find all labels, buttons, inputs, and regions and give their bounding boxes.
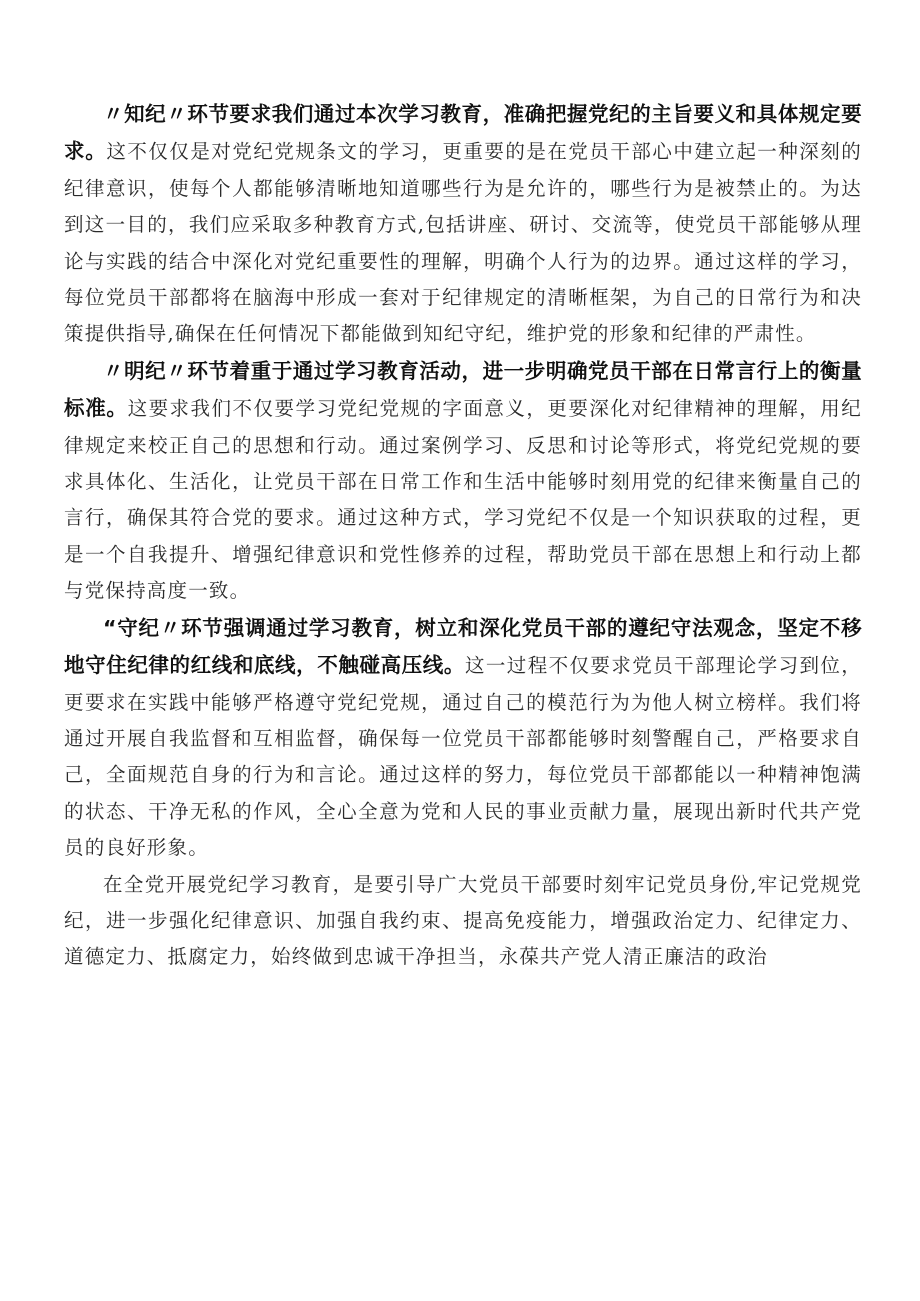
paragraph-mingji	[64, 353, 862, 610]
paragraph-conclusion	[64, 867, 862, 976]
paragraph-text: 这要求我们不仅要学习党纪党规的字面意义，更要深化对纪律精神的理解，用纪律规定来校正自己的思想和行动。通过案例学习、反思和讨论等形式，将党纪党规的要求具体化、生活化，让党员干部在日常工作和生活中能够时刻用党的纪律来衡量自己的言行，确保其符合党的要求。通过这种方式，学习党纪不仅是一个知识获取的过程，更是一个自我提升、增强纪律意识和党性修养的过程，帮助党员干部在思想上和行动上都与党保持高度一致。	[64, 397, 862, 603]
document-body	[64, 96, 862, 976]
paragraph-zhiji	[64, 96, 862, 353]
paragraph-text: 这不仅仅是对党纪党规条文的学习，更重要的是在党员干部心中建立起一种深刻的纪律意识，使每个人都能够清晰地知道哪些行为是允许的，哪些行为是被禁止的。为达到这一目的，我们应采取多种教育方式,包括讲座、研讨、交流等，使党员干部能够从理论与实践的结合中深化对党纪重要性的理解，明确个人行为的边界。通过这样的学习，每位党员干部都将在脑海中形成一套对于纪律规定的清晰框架，为自己的日常行为和决策提供指导,确保在任何情况下都能做到知纪守纪，维护党的形象和纪律的严肃性。	[64, 140, 862, 346]
paragraph-lead: “守纪〃环节强调通过学习教育，树立和深化党员干部的遵纪守法观念，坚定不移地守住纪律的红线和底线，不触碰高压线。	[64, 615, 862, 678]
paragraph-text: 这一过程不仅要求党员干部理论学习到位，更要求在实践中能够严格遵守党纪党规，通过自己的模范行为为他人树立榜样。我们将通过开展自我监督和互相监督，确保每一位党员干部都能够时刻警醒自己，严格要求自己，全面规范自身的行为和言论。通过这样的努力，每位党员干部都能以一种精神饱满的状态、干净无私的作风，全心全意为党和人民的事业贡献力量，展现出新时代共产党员的良好形象。	[64, 654, 862, 860]
paragraph-lead: 〃明纪〃环节着重于通过学习教育活动，进一步明确党员干部在日常言行上的衡量标准。	[64, 358, 862, 421]
paragraph-lead: 〃知纪〃环节要求我们通过本次学习教育，准确把握党纪的主旨要义和具体规定要求。	[64, 102, 862, 164]
paragraph-text: 在全党开展党纪学习教育，是要引导广大党员干部要时刻牢记党员身份,牢记党规党纪，进一步强化纪律意识、加强自我约束、提高免疫能力，增强政治定力、纪律定力、道德定力、抵腐定力，始终做到忠诚干净担当，永葆共产党人清正廉洁的政治	[64, 872, 862, 969]
paragraph-shouji	[64, 610, 862, 867]
